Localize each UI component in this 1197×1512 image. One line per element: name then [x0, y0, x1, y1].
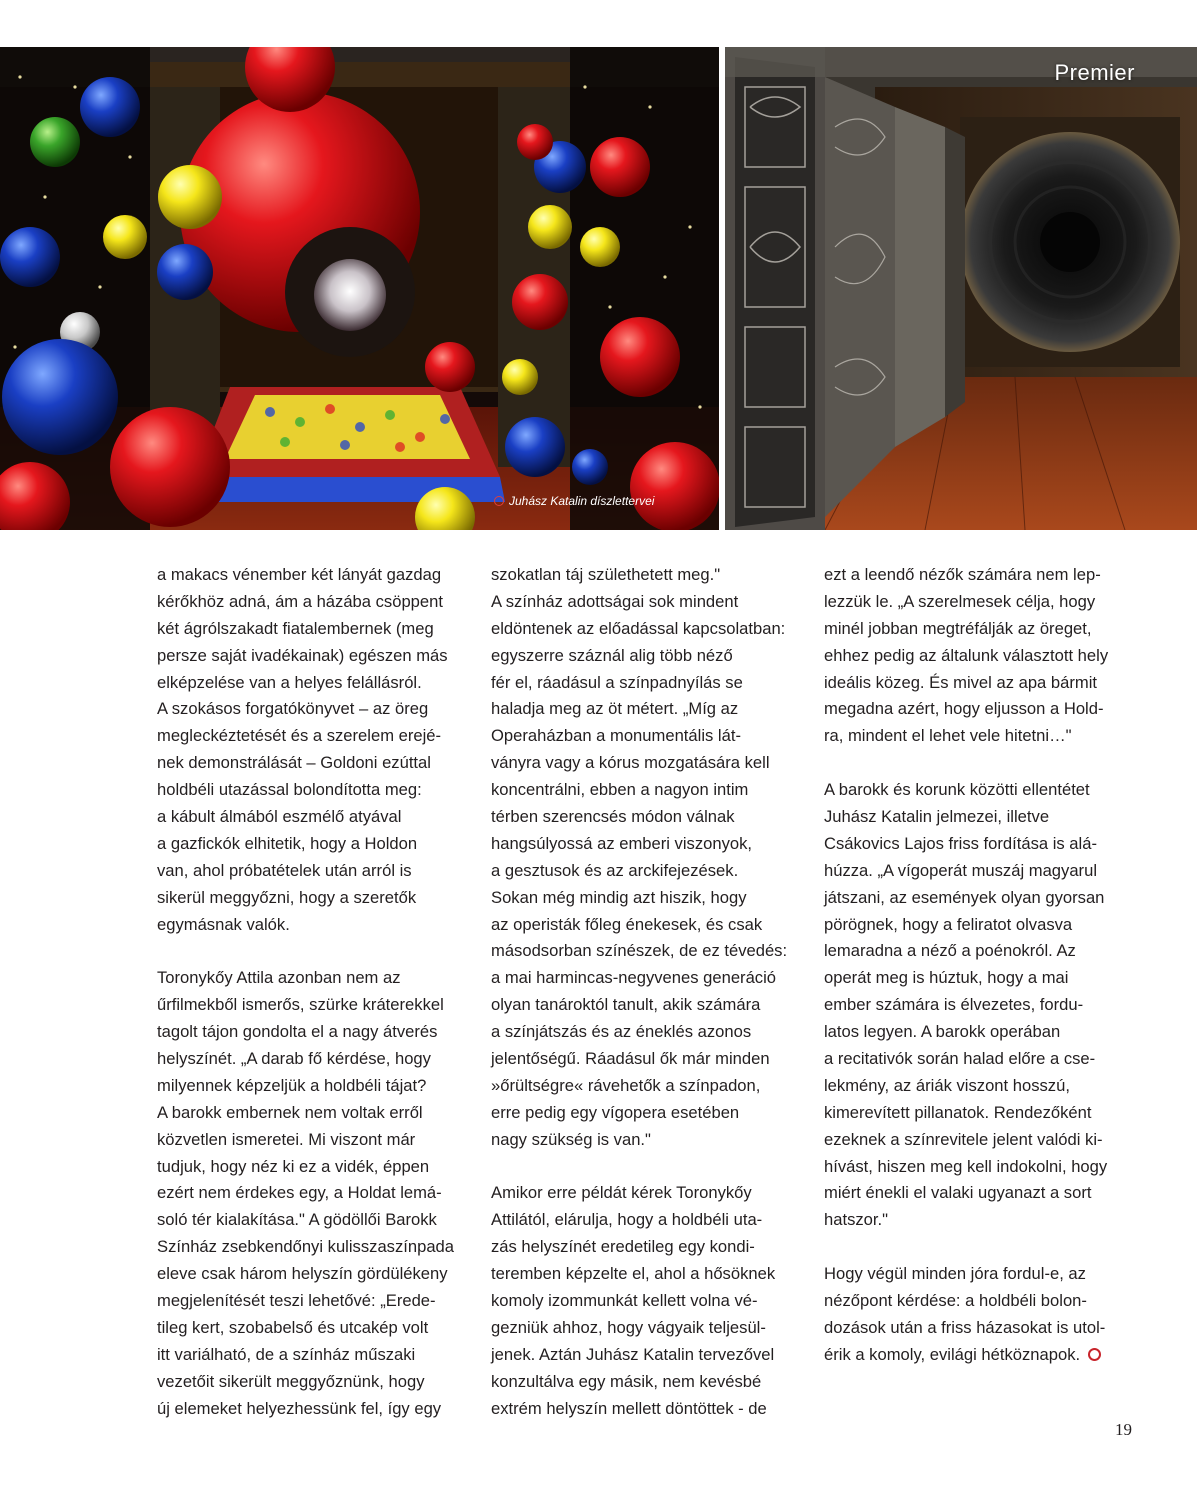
- text-line: konzultálva egy másik, nem kevésbé: [491, 1371, 762, 1391]
- text-line: itt variálható, de a színház műszaki: [157, 1344, 416, 1364]
- text-line: űrfilmekből ismerős, szürke kráterekkel: [157, 995, 444, 1015]
- text-line: ványra vagy a kórus mozgatására kell: [491, 753, 770, 773]
- end-of-article-icon: [1088, 1348, 1101, 1361]
- text-line: olyan tanároktól tanult, akik számára: [491, 995, 761, 1015]
- text-line: minél jobban megtréfálják az öreget,: [824, 618, 1092, 638]
- text-line: fér el, ráadásul a színpadnyílás se: [491, 672, 743, 692]
- caption-bullet-icon: [494, 496, 504, 506]
- text-line: ra, mindent el lehet vele hitetni…": [824, 726, 1072, 746]
- text-line: játszani, az események olyan gyorsan: [824, 887, 1105, 907]
- text-line: a gesztusok és az arckifejezések.: [491, 860, 739, 880]
- text-line: Hogy végül minden jóra fordul-e, az: [824, 1264, 1086, 1284]
- text-line: operát meg is húztuk, hogy a mai: [824, 968, 1069, 988]
- text-line: a gazfickók elhitetik, hogy a Holdon: [157, 833, 418, 853]
- text-column-1: [157, 562, 477, 1423]
- text-line: megadna azért, hogy eljusson a Hold-: [824, 699, 1104, 719]
- text-line: erre pedig egy vígopera esetében: [491, 1102, 740, 1122]
- page-number: 19: [1115, 1420, 1132, 1439]
- text-line: latos legyen. A barokk operában: [824, 1022, 1061, 1042]
- text-line: »őrültségre« rávehetők a színpadon,: [491, 1075, 761, 1095]
- text-line: A szokásos forgatókönyvet – az öreg: [157, 699, 429, 719]
- text-line: tudjuk, hogy néz ki ez a vidék, éppen: [157, 1156, 430, 1176]
- text-line: közvetlen ismeretei. Mi viszont már: [157, 1129, 416, 1149]
- text-line: Attilától, elárulja, hogy a holdbéli uta-: [491, 1210, 763, 1230]
- caption-text: Juhász Katalin díszlettervei: [509, 494, 655, 508]
- text-line: a kábult álmából eszmélő atyával: [157, 807, 402, 827]
- text-line: A barokk és korunk közötti ellentétet: [824, 780, 1090, 800]
- text-line: sikerül meggyőzni, hogy a szeretők: [157, 887, 417, 907]
- text-line: szokatlan táj születhetett meg.": [491, 565, 721, 584]
- text-line: a makacs vénember két lányát gazdag: [157, 565, 442, 584]
- text-line: új elemeket helyezhessünk fel, így egy: [157, 1398, 442, 1418]
- text-line: A színház adottságai sok mindent: [491, 591, 739, 611]
- text-line: zás helyszínét eredetileg egy kondi-: [491, 1237, 755, 1257]
- text-line: Csákovics Lajos friss fordítása is alá-: [824, 833, 1097, 853]
- text-line: Színház zsebkendőnyi kulisszaszínpada: [157, 1237, 455, 1257]
- text-line: extrém helyszín mellett döntöttek - de: [491, 1398, 767, 1418]
- text-line: kimerevített pillanatok. Rendezőként: [824, 1102, 1092, 1122]
- stage-set-baroque-illustration: [725, 47, 1197, 530]
- text-line: a mai harmincas-negyvenes generáció: [491, 968, 777, 988]
- paragraph-spacer: [157, 938, 477, 965]
- text-line: hangsúlyossá az emberi viszonyok,: [491, 833, 753, 853]
- text-line: hívást, hiszen meg kell indokolni, hogy: [824, 1156, 1108, 1176]
- text-line: nek demonstrálását – Goldoni ezúttal: [157, 753, 431, 773]
- text-line: komoly izommunkát kellett volna vé-: [491, 1291, 758, 1311]
- text-line: holdbéli utazással bolondította meg:: [157, 780, 422, 800]
- text-line: tileg kert, szobabelső és utcakép volt: [157, 1317, 429, 1337]
- text-line: két ágrólszakadt fiatalembernek (meg: [157, 618, 434, 638]
- text-line: ezért nem érdekes egy, a Holdat lemá-: [157, 1183, 442, 1203]
- text-column-3: [824, 562, 1144, 1369]
- text-line: megjelenítését teszi lehetővé: „Erede-: [157, 1291, 436, 1311]
- text-line: soló tér kialakítása." A gödöllői Barokk: [157, 1210, 437, 1230]
- text-line: pörögnek, hogy a feliratot olvasva: [824, 914, 1073, 934]
- text-line: megleckéztetését és a szerelem erejé-: [157, 726, 442, 746]
- text-line: egymásnak valók.: [157, 914, 290, 934]
- text-line: teremben képzelte el, ahol a hősöknek: [491, 1264, 776, 1284]
- text-line: jelentőségű. Ráadásul ők már minden: [491, 1049, 770, 1069]
- section-label: Premier: [1054, 60, 1135, 85]
- text-line: lemaradna a néző a poénokról. Az: [824, 941, 1076, 961]
- text-line: lekmény, az áriák viszont hosszú,: [824, 1075, 1070, 1095]
- text-line: Sokan még mindig azt hiszik, hogy: [491, 887, 747, 907]
- text-line: koncentrálni, ebben a nagyon intim: [491, 780, 749, 800]
- text-line: egyszerre száznál alig több néző: [491, 645, 733, 665]
- text-line: tagolt tájon gondolta el a nagy átverés: [157, 1022, 438, 1042]
- text-line: ehhez pedig az általunk választott hely: [824, 645, 1109, 665]
- text-line: hatszor.": [824, 1210, 889, 1230]
- text-line: miért énekli el valaki ugyanazt a sort: [824, 1183, 1092, 1203]
- text-line: a recitativók során halad előre a cse-: [824, 1049, 1096, 1069]
- text-line: elképzelése van a helyes felállásról.: [157, 672, 422, 692]
- text-line: lezzük le. „A szerelmesek célja, hogy: [824, 591, 1096, 611]
- photo-caption: [494, 494, 654, 508]
- text-line: gezniük ahhoz, hogy vágyaik teljesül-: [491, 1317, 766, 1337]
- text-line: van, ahol próbatételek után arról is: [157, 860, 412, 880]
- text-line: Amikor erre példát kérek Toronykőy: [491, 1183, 752, 1203]
- text-line: ezt a leendő nézők számára nem lep-: [824, 565, 1101, 584]
- text-line: A barokk embernek nem voltak erről: [157, 1102, 423, 1122]
- text-line: térben szerencsés módon válnak: [491, 807, 735, 827]
- text-line: másodsorban színészek, de ez tévedés:: [491, 941, 788, 961]
- text-line: dozások után a friss házasokat is utol-: [824, 1317, 1106, 1337]
- text-line: jenek. Aztán Juhász Katalin tervezővel: [491, 1344, 775, 1364]
- text-line: vezetőit sikerült meggyőznünk, hogy: [157, 1371, 425, 1391]
- text-line: érik a komoly, evilági hétköznapok.: [824, 1342, 1144, 1369]
- text-line: ezeknek a színrevitele jelent valódi ki-: [824, 1129, 1103, 1149]
- text-line: ember számára is élvezetes, fordu-: [824, 995, 1084, 1015]
- text-line: kérőkhöz adná, ám a házába csöppent: [157, 591, 443, 611]
- text-line: nagy szükség is van.": [491, 1129, 651, 1149]
- text-line: persze saját ivadékainak) egészen más: [157, 645, 448, 665]
- text-line: Toronykőy Attila azonban nem az: [157, 968, 401, 988]
- text-line: nézőpont kérdése: a holdbéli bolon-: [824, 1291, 1087, 1311]
- text-line: Juhász Katalin jelmezei, illetve: [824, 807, 1050, 827]
- text-line: milyennek képzeljük a holdbéli tájat?: [157, 1075, 427, 1095]
- text-line: Operaházban a monumentális lát-: [491, 726, 741, 746]
- paragraph-spacer: [824, 750, 1144, 777]
- text-line: helyszínét. „A darab fő kérdése, hogy: [157, 1049, 431, 1069]
- text-line: eleve csak három helyszín gördülékeny: [157, 1264, 448, 1284]
- stage-set-photo-right: [725, 47, 1197, 530]
- text-line: eldöntenek az előadással kapcsolatban:: [491, 618, 786, 638]
- paragraph-spacer: [491, 1154, 811, 1181]
- stage-set-balls-illustration: [0, 47, 719, 530]
- text-column-2: [491, 562, 811, 1423]
- stage-set-photo-left: [0, 47, 719, 530]
- text-line: a színjátszás és az éneklés azonos: [491, 1022, 752, 1042]
- text-line: ideális közeg. És mivel az apa bármit: [824, 672, 1097, 692]
- text-line: húzza. „A vígoperát muszáj magyarul: [824, 860, 1098, 880]
- text-line: az operisták főleg énekesek, és csak: [491, 914, 763, 934]
- paragraph-spacer: [824, 1234, 1144, 1261]
- text-line: haladja meg az öt métert. „Míg az: [491, 699, 739, 719]
